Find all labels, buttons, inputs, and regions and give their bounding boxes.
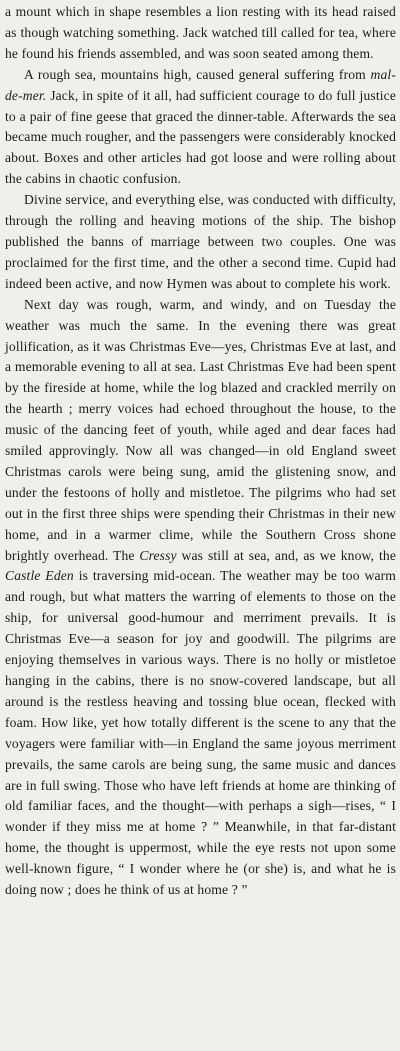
- text-run: is traversing mid-ocean. The weather may be too warm and rough, but what matters the warring of elements to those on the ship, for universal good-humour and merriment prevails. It is Christmas Eve—a season for joy and goodwill. The pilgrims are enjoying themselves in various ways. There is no holly or mistletoe hanging in the cabins, there is no snow-covered landscape, but all around is the restless heaving and tossing blue ocean, flecked with foam. How like, yet how totally different is the scene to any that the voyagers were familiar with—in England the same joyous merriment prevails, the same carols are being sung, the same music and dances are in full swing. Those who have left friends at home are thinking of old familiar faces, and the thought—with perhaps a sigh—rises, “ I wonder if they miss me at home ? ” Meanwhile, in that far-distant home, the thought is uppermost, while the eye rests not upon some well-known figure, “ I wonder where he (or she) is, and what he is doing now ; does he think of us at home ? ”: [5, 568, 396, 898]
- paragraph-1: [5, 2, 396, 65]
- text-run: A rough sea, mountains high, caused general suffering from: [24, 66, 371, 82]
- ship-name-castle-eden: Castle Eden: [5, 568, 74, 584]
- text-run: Next day was rough, warm, and windy, and on Tuesday the weather was much the same. In the evening there was great jollification, as it was Christmas Eve—yes, Christmas Eve at last, and a memorable evening to all at sea. Last Christmas Eve had been spent by the fireside at home, while the log blazed and crackled merrily on the hearth ; merry voices had echoed throughout the house, to the music of the dancing feet of youth, while aged and dear faces had smiled approvingly. Now all was changed—in old England sweet Christmas carols were being sung, amid the glistening snow, and under the festoons of holly and mistletoe. The pilgrims who had set out in the first three ships were spending their Christmas in their new home, and in a warmer clime, while the Southern Cross shone brightly overhead. The: [5, 296, 396, 563]
- paragraph-2: [5, 65, 396, 190]
- text-run: was still at sea, and, as we know, the: [176, 547, 396, 563]
- italic-term: mal-de-mer.: [5, 66, 396, 103]
- paragraph-3: [5, 190, 396, 295]
- paragraph-4: [5, 295, 396, 901]
- text-run: Jack, in spite of it all, had sufficient courage to do full justice to a pair of fine geese that graced the dinner-table. Afterwards the sea became much rougher, and the passengers were considerably knocked about. Boxes and other articles had got loose and were rolling about the cabins in chaotic confusion.: [5, 87, 396, 187]
- text-run: Divine service, and everything else, was conducted with difficulty, through the rolling and heaving motions of the ship. The bishop published the banns of marriage between two couples. One was proclaimed for the first time, and the other a second time. Cupid had indeed been active, and now Hymen was about to complete his work.: [5, 192, 396, 291]
- text-run: a mount which in shape resembles a lion resting with its head raised as though watching something. Jack watched till called for tea, where he found his friends assembled, and was soon seated among them.: [5, 4, 396, 61]
- ship-name-cressy: Cressy: [139, 547, 177, 563]
